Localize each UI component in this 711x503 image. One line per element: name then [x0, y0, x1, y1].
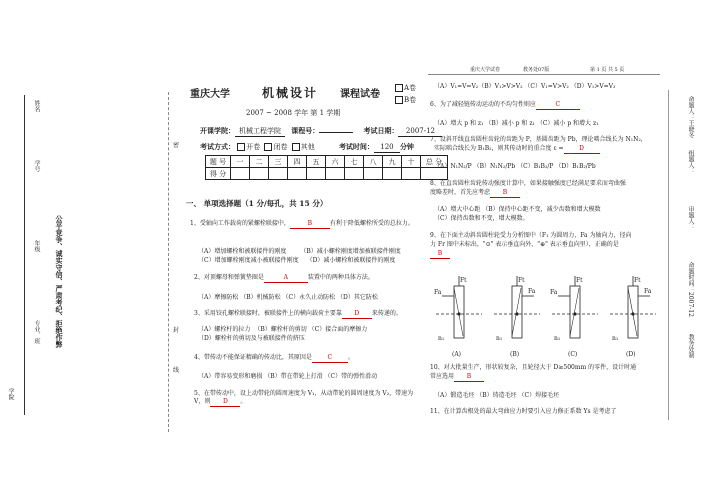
question-9-answer	[430, 250, 450, 259]
question-9-line1: 9、在下面主动斜齿圆柱轮受力分析图中（F₁ 为圆周力，Fa 为轴向力，径向	[430, 232, 632, 239]
academic-office-label: 教务处制	[687, 334, 694, 358]
question-7-line2: 实际啮合线长为 B₁B₂，则其传动时的重合度 ε = D	[434, 145, 600, 154]
force-label-c-fa: Fa	[550, 289, 558, 296]
answer-8: B	[490, 189, 520, 198]
reviewer-label: 审题人：	[687, 206, 694, 230]
open-book-checkbox[interactable]	[237, 143, 245, 151]
page-header-school: 重庆大学试卷	[470, 67, 501, 73]
seal-mark-xian: 线	[173, 367, 180, 374]
question-7-line1: 7、设斜开线直齿圆柱齿轮的齿距为 P，基圆齿距为 Pb，理论啮合线长为 N₁N₂，	[430, 136, 647, 143]
exam-title: 课程试卷	[340, 89, 380, 100]
seal-mark-mi: 密	[173, 142, 180, 149]
paper-a-option[interactable]: A卷	[395, 84, 416, 93]
force-label-a-ft: Ft	[460, 277, 467, 284]
speed-label-b: n₁	[496, 335, 503, 342]
seal-line	[168, 92, 169, 432]
binding-label-name: 姓名	[33, 100, 40, 112]
course-title: 机械设计	[262, 86, 319, 100]
answer-4: C	[312, 354, 348, 363]
page-header-version: 教务处07版	[523, 67, 550, 73]
score-table-head: 题 号 一 二 三 四 五 六 七 八 九 十 总 分	[206, 156, 448, 168]
section-1-title: 一、 单项选择题（1 分/每孔，共 15 分）	[186, 199, 328, 208]
answer-6: C	[536, 101, 580, 110]
q8-options-c: （C）保持齿数和不变，增大模数。	[434, 215, 529, 222]
question-11: 11、在计算齿根处的最大弯曲应力时要引入应力修正系数 Ys 是考虑了	[430, 408, 617, 415]
q3-options-a: （A）螺栓杆的拉力 （B）螺栓杆的剪切 （C）接合面的摩擦力	[198, 326, 368, 333]
q8-options-a: （A）增大中心距 （B）保持中心距不变，减少齿数和增大模数	[434, 206, 601, 213]
question-5: 5、在带传动中，设上动带轮的圆周速度为 V₁，从动带轮的圆周速度为 V₂，带速为 V，则 D 。	[194, 390, 414, 405]
figure-label-d: (D)	[626, 351, 636, 358]
question-2: 2、对顶螺母和弹簧垫圈是 A 装置中的两种具体方法。	[194, 274, 374, 281]
college-value: 机械工程学院	[235, 127, 285, 137]
college-row: 开课学院： 机械工程学院 课程号： 考试日期： 2007-12	[200, 126, 442, 137]
exam-time-value: 120	[374, 143, 400, 153]
exam-notice: 公平竞争、诚实守信、严肃考纪、拒绝作弊	[55, 215, 64, 348]
force-label-c-ft: Ft	[576, 277, 583, 284]
question-10-line2: 常应选用 B	[430, 373, 484, 382]
q1-options-c: （C）增加螺栓刚度减小被联接件刚度 （D）减小螺栓和被联接件的刚度	[198, 257, 396, 264]
force-label-a-fa: Fa	[434, 289, 442, 296]
binding-label-college: 学院	[7, 388, 14, 400]
binding-label-student-no: 学号	[33, 160, 40, 172]
header-rule	[428, 74, 660, 75]
exam-date-value: 2007-12	[398, 127, 442, 137]
force-label-b-ft: Ft	[518, 277, 525, 284]
question-6: 6、为了减轻链传动运动的不均匀性则应 C	[430, 101, 580, 110]
binding-label-grade: 年级	[33, 240, 40, 252]
speed-label-c: n₁	[554, 335, 561, 342]
binding-label-major: 专业、班	[33, 320, 40, 344]
q6-options: （A）增大 p 和 z₁ （B）减小 p 和 z₁ （C）减小 p 和增大 z₁	[434, 120, 599, 127]
question-8-line2: 度略差时，首先应考虑 B	[430, 189, 520, 198]
speed-label-a: n₁	[438, 335, 445, 342]
q5-options: （A）V₁=V=V₂（B）V₁>V>V₂ （C）V₁=V>V₂ （D）V₁>V=V₂	[434, 83, 616, 90]
answer-3: D	[342, 310, 372, 319]
paper-a-checkbox[interactable]	[395, 84, 403, 92]
binding-underline	[24, 95, 25, 415]
answer-10: B	[454, 373, 484, 382]
seal-mark-feng: 封	[173, 327, 180, 334]
speed-label-d: n₁	[612, 335, 619, 342]
page-number: 第 1 页 共 5 页	[590, 67, 625, 73]
q7-options: （A）N₁N₂/P （B）N₁N₂/Pb （C）B₁B₂/P （D）B₁B₂/Pb	[434, 163, 596, 170]
figure-label-a: (A)	[452, 351, 462, 358]
answer-9: B	[430, 250, 450, 259]
q10-options: （A）锻造毛坯 （B）铸造毛坯 （C）焊接毛坯	[434, 392, 560, 399]
q1-options-a: （A）增加螺栓和被联接件的刚度 （B）减小螺栓刚度增加被联接件刚度	[198, 248, 401, 255]
answer-5: D	[210, 398, 240, 407]
course-no-field	[319, 132, 353, 133]
other-checkbox[interactable]	[292, 143, 300, 151]
force-label-b-fa: Fa	[528, 288, 536, 295]
figure-label-c: (C)	[568, 351, 578, 358]
compiler-label: 组题人：	[687, 150, 694, 174]
paper-b-option[interactable]: B卷	[395, 96, 416, 105]
answer-2: A	[264, 274, 308, 283]
setter-label: 命题人：王晓冬	[687, 96, 694, 138]
question-9-line2: 力 Fr 图中未标出，"⊙" 表示垂直向外，"⊕" 表示垂直向里），正确的是	[430, 241, 619, 248]
question-8-line1: 8、在直齿圆柱齿轮传动强度计算中，如果接触强度已经满足要求而弯曲强	[430, 180, 626, 187]
q2-options: （A）摩擦防松 （B）机械防松 （C）永久止动防松 （D）其它防松	[198, 294, 378, 301]
question-1: 1、受轴向工作载荷的紧螺栓联接中， B 有利于降低螺栓所受的总拉力。	[190, 220, 414, 227]
answer-7: D	[564, 145, 600, 154]
paper-b-checkbox[interactable]	[395, 96, 403, 104]
score-table	[205, 155, 448, 180]
method-row: 考试方式： 开卷 闭卷 其他 考试时间： 120 分钟	[200, 142, 414, 151]
setting-date-label: 命题时间：2007-12	[687, 262, 694, 317]
right-margin-rule	[668, 90, 669, 420]
answer-1: B	[290, 220, 330, 229]
force-label-d-fa: Fa	[644, 288, 652, 295]
q4-options: （A）带容易变形和磨损 （B）带在带轮上打滑 （C）带的弹性滑动	[198, 373, 378, 380]
academic-year: 2007 ~ 2008 学年 第 1 学期	[246, 109, 341, 117]
question-10-line1: 10、对大批量生产，形状较复杂，且轮径大于 D≥500mm 的零件，设计时通	[430, 364, 637, 371]
figure-label-b: (B)	[510, 351, 520, 358]
score-table-row: 得 分	[206, 168, 448, 180]
gear-force-diagram	[432, 274, 658, 360]
university-name: 重庆大学	[190, 89, 230, 100]
q3-options-d: （D）螺栓杆的剪切及与被联接件的挤压	[198, 335, 305, 342]
question-4: 4、带传动不能保证精确的传动比，其原因是 C 。	[194, 354, 354, 361]
force-label-d-ft: Ft	[634, 277, 641, 284]
closed-book-checkbox[interactable]	[264, 143, 272, 151]
question-3: 3、采用铰孔螺栓联接时，被联接件上的横向载荷主要靠 D 来传递的。	[194, 310, 402, 317]
